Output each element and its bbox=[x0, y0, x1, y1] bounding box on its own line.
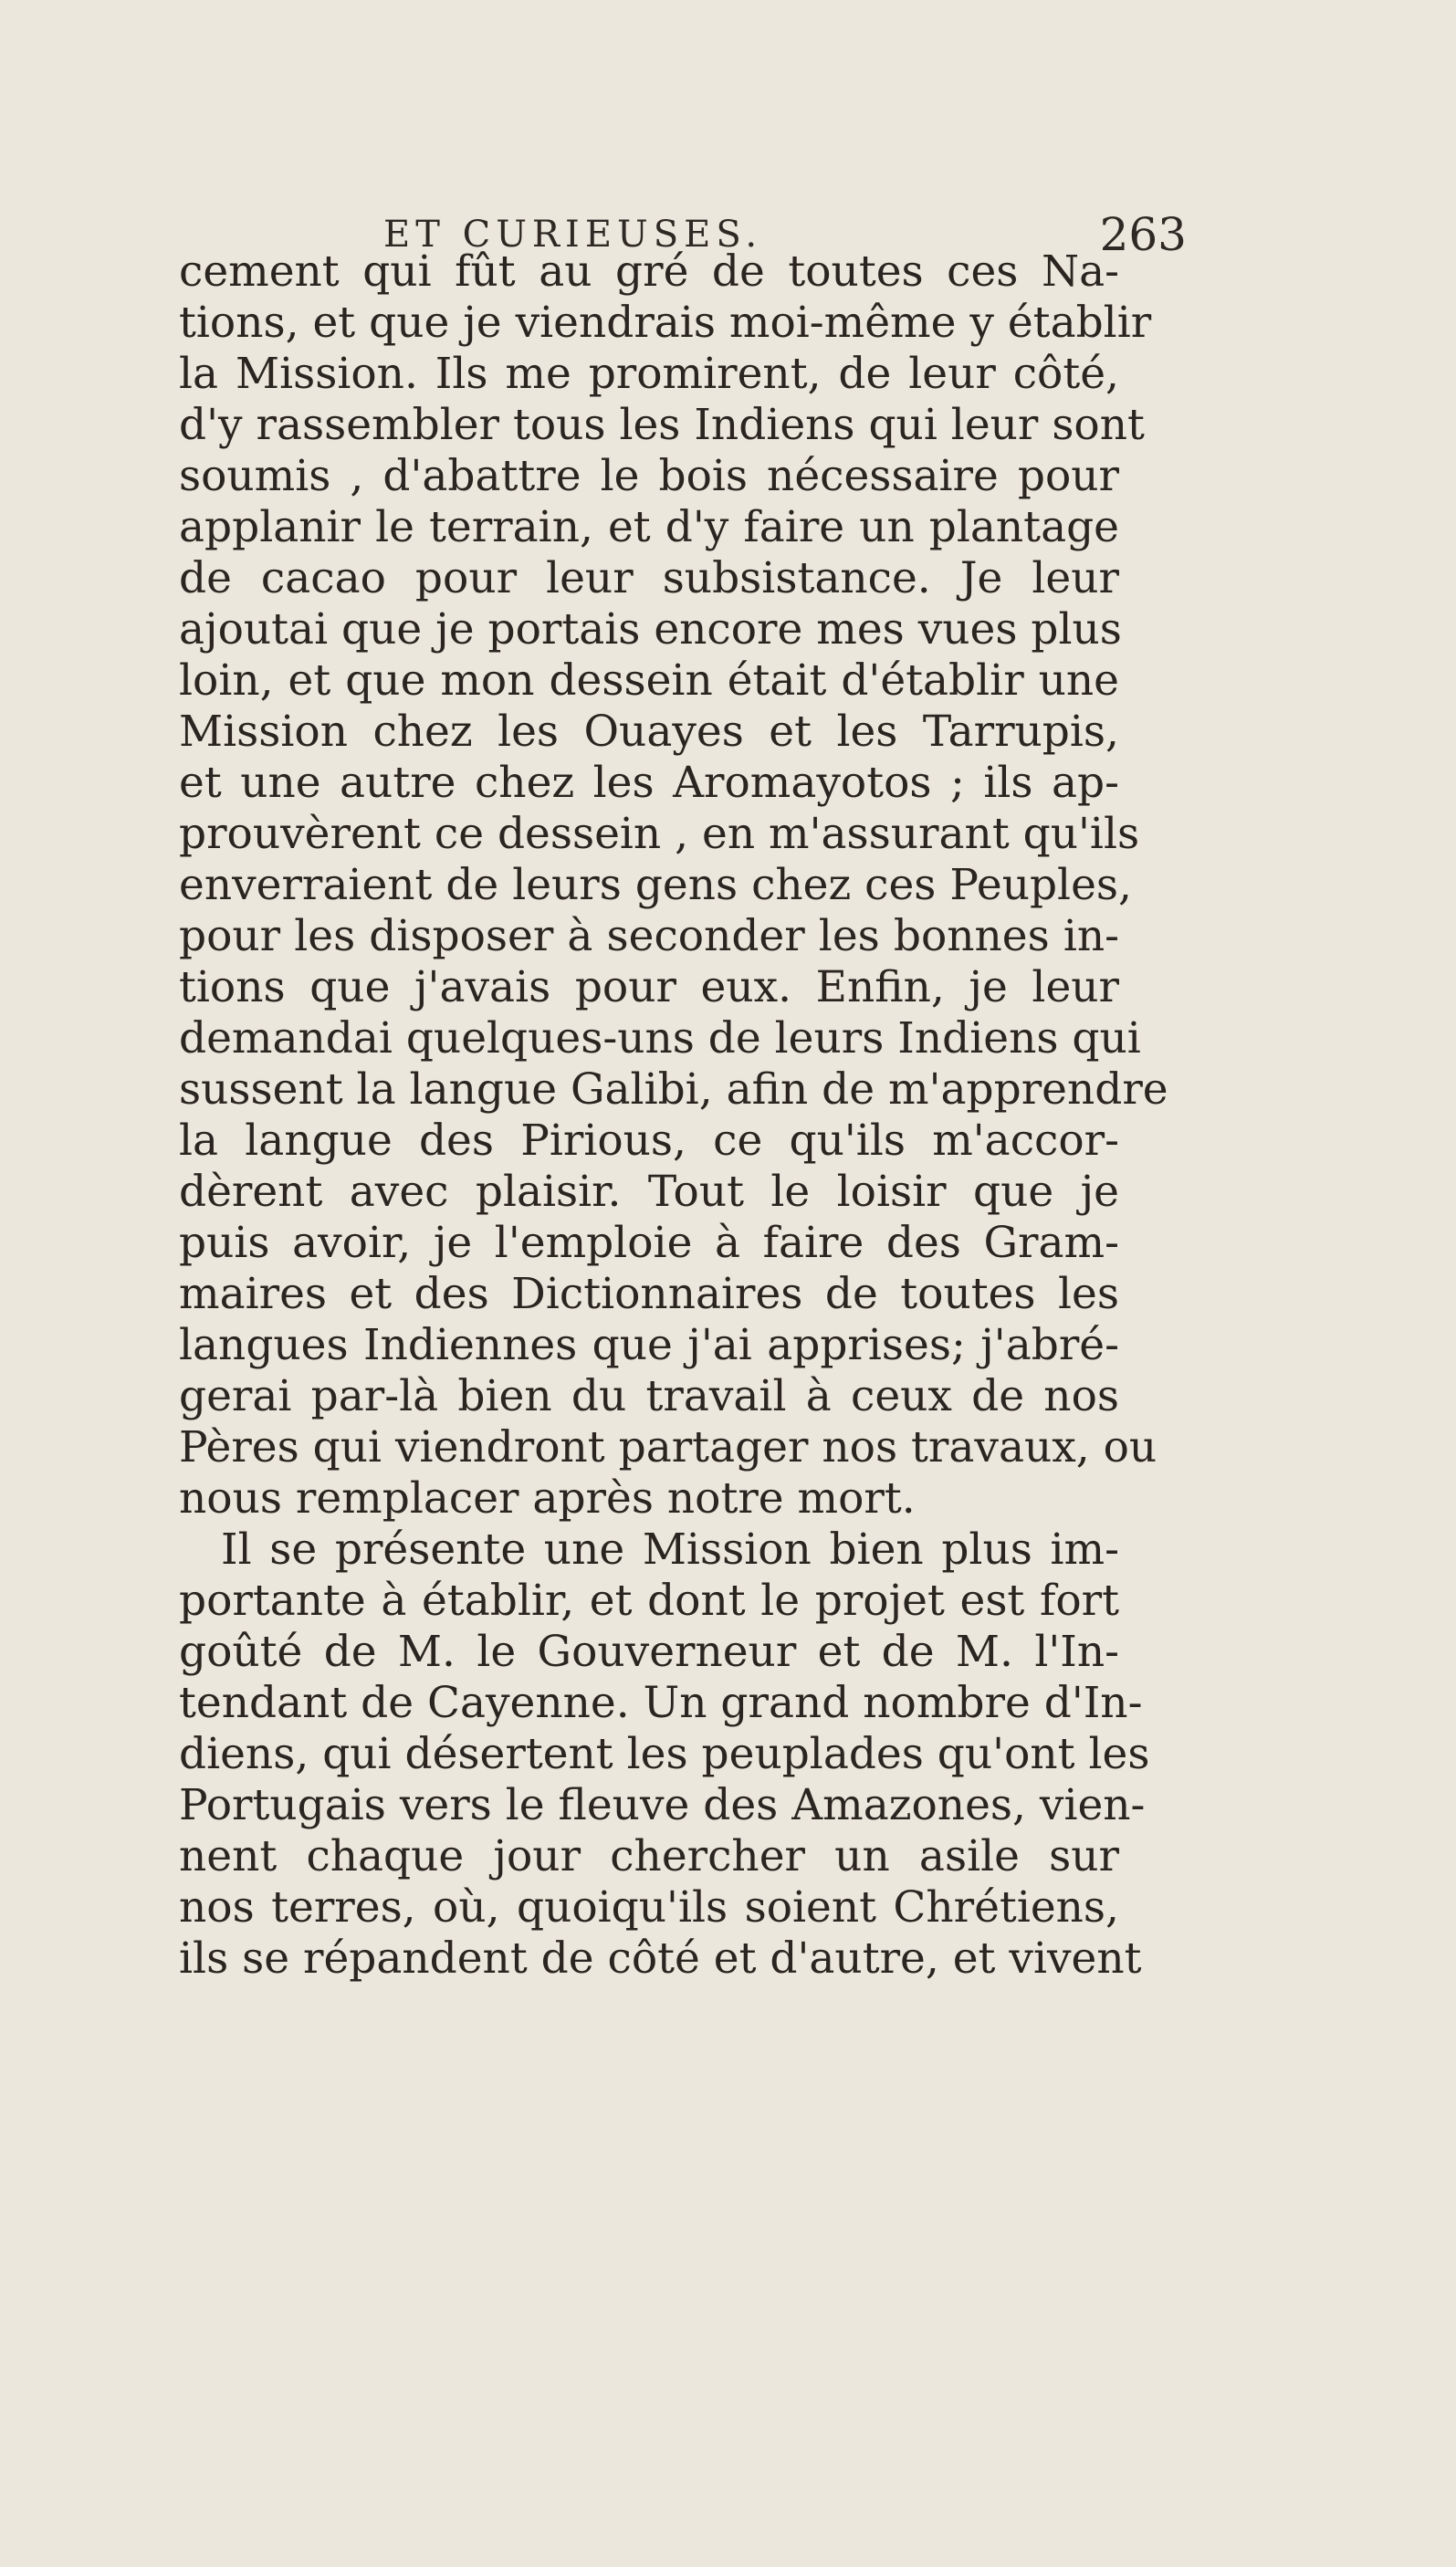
text-line: dèrent avec plaisir. Tout le loisir que je bbox=[179, 1167, 1119, 1217]
paragraph-end-line: nous remplacer après notre mort. bbox=[179, 1473, 916, 1524]
text-line: goûté de M. le Gouverneur et de M. l'In- bbox=[179, 1627, 1119, 1677]
text-line: d'y rassembler tous les Indiens qui leur sont bbox=[179, 400, 1145, 450]
text-line: puis avoir, je l'emploie à faire des Gram- bbox=[179, 1218, 1119, 1268]
text-line: sussent la langue Galibi, afin de m'apprendre bbox=[179, 1064, 1168, 1115]
text-line: Mission chez les Ouayes et les Tarrupis, bbox=[179, 707, 1119, 757]
text-line: Portugais vers le fleuve des Amazones, vien- bbox=[179, 1780, 1146, 1830]
text-line: tions que j'avais pour eux. Enfin, je leur bbox=[179, 962, 1119, 1012]
text-line: ils se répandent de côté et d'autre, et vivent bbox=[179, 1933, 1142, 1984]
text-line: nent chaque jour chercher un asile sur bbox=[179, 1831, 1119, 1881]
text-line: demandai quelques-uns de leurs Indiens qui bbox=[179, 1013, 1141, 1063]
text-line: ajoutai que je portais encore mes vues plus bbox=[179, 604, 1122, 655]
text-line: loin, et que mon dessein était d'établir une bbox=[179, 655, 1119, 706]
text-line: de cacao pour leur subsistance. Je leur bbox=[179, 553, 1119, 603]
text-line: et une autre chez les Aromayotos ; ils ap- bbox=[179, 758, 1119, 808]
body-text bbox=[179, 246, 1168, 1985]
text-line: cement qui fût au gré de toutes ces Na- bbox=[179, 246, 1119, 297]
text-line: nos terres, où, quoiqu'ils soient Chrétiens, bbox=[179, 1882, 1119, 1933]
text-line: portante à établir, et dont le projet est fort bbox=[179, 1576, 1119, 1626]
text-line: prouvèrent ce dessein , en m'assurant qu'ils bbox=[179, 809, 1140, 859]
text-line: gerai par-là bien du travail à ceux de nos bbox=[179, 1371, 1119, 1421]
text-line: la langue des Pirious, ce qu'ils m'accor- bbox=[179, 1116, 1119, 1166]
text-line: Pères qui viendront partager nos travaux, ou bbox=[179, 1422, 1157, 1472]
text-line: langues Indiennes que j'ai apprises; j'abré- bbox=[179, 1320, 1119, 1370]
text-line: tendant de Cayenne. Un grand nombre d'In- bbox=[179, 1678, 1143, 1728]
text-line: maires et des Dictionnaires de toutes les bbox=[179, 1269, 1119, 1319]
text-line: la Mission. Ils me promirent, de leur côté, bbox=[179, 349, 1119, 399]
text-line: enverraient de leurs gens chez ces Peuples, bbox=[179, 860, 1132, 910]
page-number: 263 bbox=[1099, 208, 1187, 261]
text-line: soumis , d'abattre le bois nécessaire pour bbox=[179, 451, 1119, 501]
text-line: diens, qui désertent les peuplades qu'ont les bbox=[179, 1729, 1150, 1779]
text-line: applanir le terrain, et d'y faire un plantage bbox=[179, 502, 1119, 552]
text-line: tions, et que je viendrais moi-même y établir bbox=[179, 298, 1152, 348]
running-title: ET CURIEUSES. bbox=[383, 214, 763, 256]
text-line: pour les disposer à seconder les bonnes in- bbox=[179, 911, 1119, 961]
paragraph-start-line: Il se présente une Mission bien plus im- bbox=[221, 1524, 1119, 1575]
